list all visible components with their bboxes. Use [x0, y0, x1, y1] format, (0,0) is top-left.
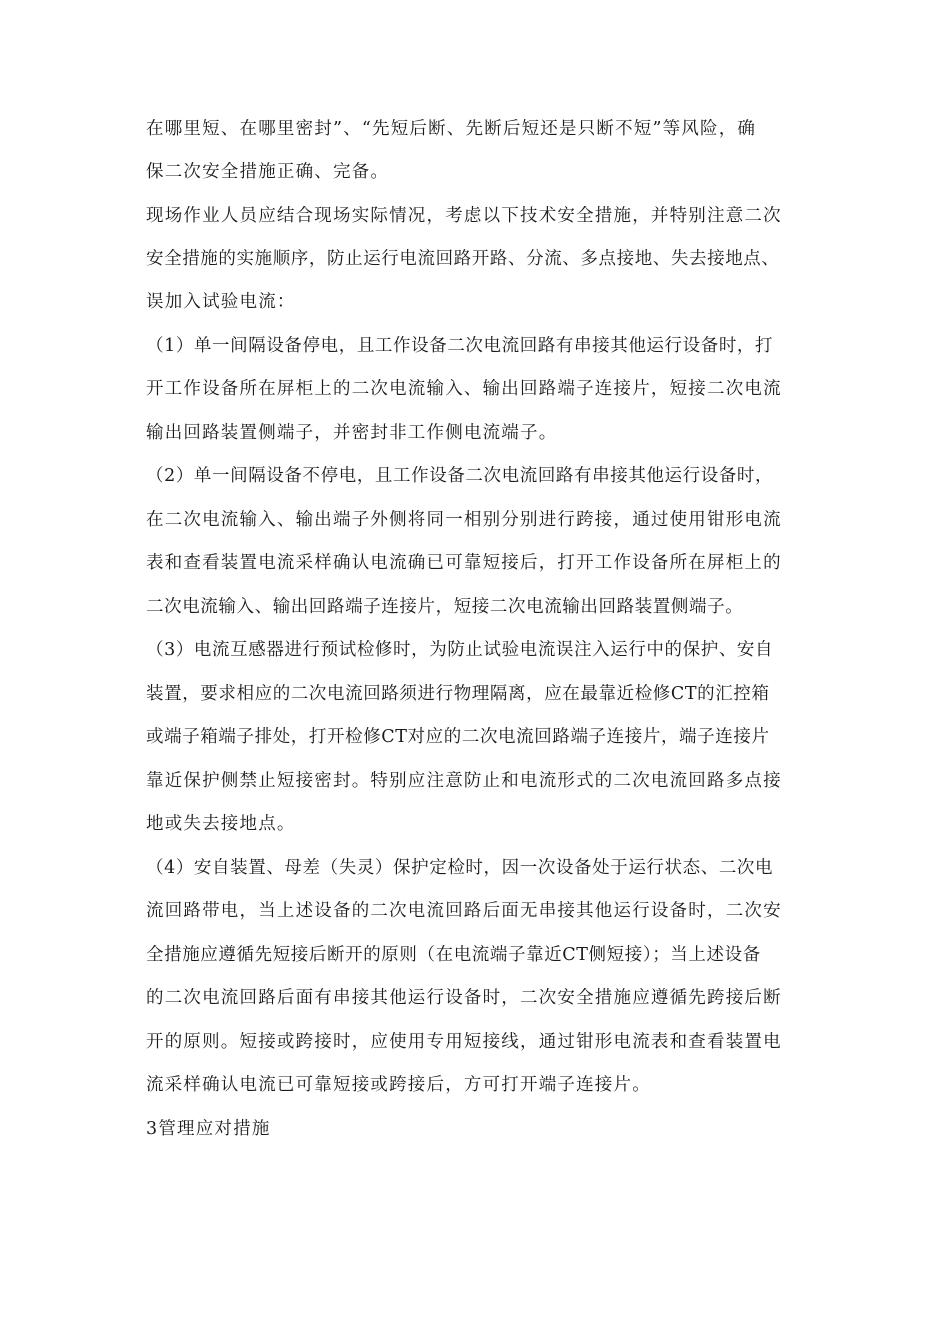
text-line: 地或失去接地点。 — [146, 814, 296, 834]
text-line: （1）单一间隔设备停电，且工作设备二次电流回路有串接其他运行设备时，打 — [146, 336, 774, 356]
text-line: 流回路带电，当上述设备的二次电流回路后面无串接其他运行设备时，二次安 — [146, 901, 782, 921]
text-line: 流采样确认电流已可靠短接或跨接后，方可打开端子连接片。 — [146, 1075, 651, 1095]
text-line: 开工作设备所在屏柜上的二次电流输入、输出回路端子连接片，短接二次电流 — [146, 379, 782, 399]
text-line: 输出回路装置侧端子，并密封非工作侧电流端子。 — [146, 423, 558, 443]
text-line: （2）单一间隔设备不停电，且工作设备二次电流回路有串接其他运行设备时， — [146, 466, 774, 486]
text-line: 全措施应遵循先短接后断开的原则（在电流端子靠近CT侧短接）；当上述设备 — [146, 945, 761, 965]
text-line: 在哪里短、在哪里密封”、“先短后断、先断后短还是只断不短”等风险，确 — [146, 119, 757, 139]
section-heading: 3管理应对措施 — [146, 1119, 271, 1139]
text-line: （4）安自装置、母差（失灵）保护定检时，因一次设备处于运行状态、二次电 — [146, 858, 774, 878]
text-line: 误加入试验电流： — [146, 292, 296, 312]
text-line: 现场作业人员应结合现场实际情况，考虑以下技术安全措施，并特别注意二次 — [146, 206, 782, 226]
text-line: 靠近保护侧禁止短接密封。特别应注意防止和电流形式的二次电流回路多点接 — [146, 771, 782, 791]
text-line: 保二次安全措施正确、完备。 — [146, 162, 390, 182]
text-line: 的二次电流回路后面有串接其他运行设备时，二次安全措施应遵循先跨接后断 — [146, 988, 782, 1008]
text-line: （3）电流互感器进行预试检修时，为防止试验电流误注入运行中的保护、安自 — [146, 640, 774, 660]
text-line: 开的原则。短接或跨接时，应使用专用短接线，通过钳形电流表和查看装置电 — [146, 1032, 782, 1052]
text-line: 安全措施的实施顺序，防止运行电流回路开路、分流、多点接地、失去接地点、 — [146, 249, 780, 269]
text-line: 在二次电流输入、输出端子外侧将同一相别分别进行跨接，通过使用钳形电流 — [146, 510, 782, 530]
text-line: 二次电流输入、输出回路端子连接片，短接二次电流输出回路装置侧端子。 — [146, 597, 744, 617]
text-line: 或端子箱端子排处，打开检修CT对应的二次电流回路端子连接片，端子连接片 — [146, 727, 770, 747]
text-line: 表和查看装置电流采样确认电流确已可靠短接后，打开工作设备所在屏柜上的 — [146, 553, 782, 573]
text-line: 装置，要求相应的二次电流回路须进行物理隔离，应在最靠近检修CT的汇控箱 — [146, 684, 770, 704]
